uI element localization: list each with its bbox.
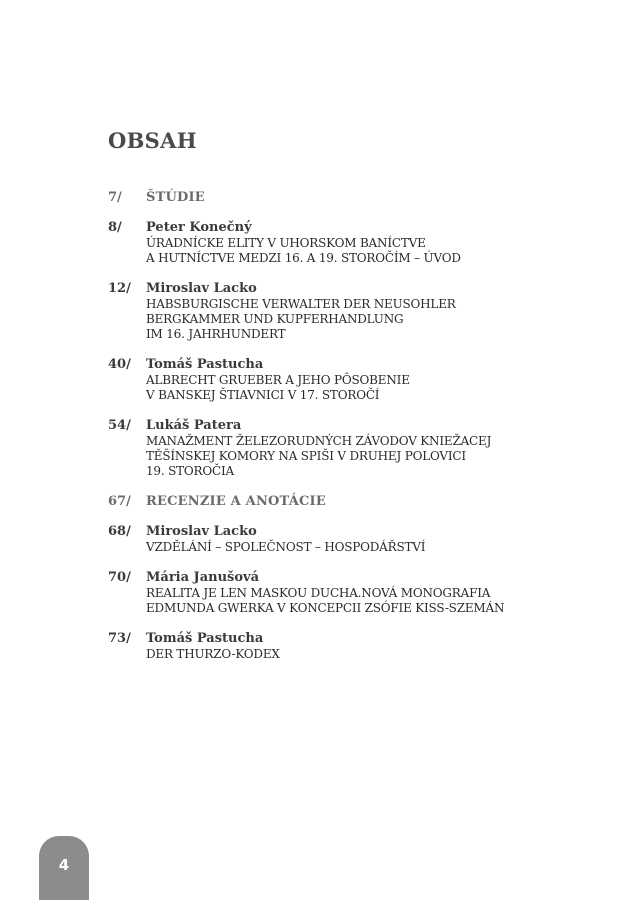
toc-section xyxy=(108,494,568,510)
toc-entry[interactable] xyxy=(108,418,568,479)
toc-entry[interactable] xyxy=(108,357,568,403)
toc-entry[interactable] xyxy=(108,570,568,616)
toc-page-number: 7/ xyxy=(108,190,122,205)
toc-page-number: 68/ xyxy=(108,524,131,539)
toc-title-line: 19. STOROČIA xyxy=(146,464,235,478)
toc-title-line: TĚŠÍNSKEJ KOMORY NA SPIŠI V DRUHEJ POLOVICI xyxy=(146,449,466,463)
toc-title-line: IM 16. JAHRHUNDERT xyxy=(146,327,286,341)
toc-author: Tomáš Pastucha xyxy=(146,357,264,372)
toc-page-number: 54/ xyxy=(108,418,131,433)
toc-page-number: 12/ xyxy=(108,281,131,296)
toc-title-line: MANAŽMENT ŽELEZORUDNÝCH ZÁVODOV KNIEŽACEJ xyxy=(146,434,492,448)
page-number: 4 xyxy=(58,856,70,874)
toc-title-line: EDMUNDA GWERKA V KONCEPCII ZSÓFIE KISS-SZEMÁN xyxy=(146,601,505,615)
toc-title-line: REALITA JE LEN MASKOU DUCHA.NOVÁ MONOGRAFIA xyxy=(146,586,491,600)
toc-author: Lukáš Patera xyxy=(146,418,242,433)
table-of-contents xyxy=(108,190,568,677)
toc-page-number: 73/ xyxy=(108,631,131,646)
toc-entry[interactable] xyxy=(108,281,568,342)
toc-title-line: DER THURZO-KODEX xyxy=(146,647,280,661)
toc-title-line: A HUTNÍCTVE MEDZI 16. A 19. STOROČÍM – ÚVOD xyxy=(146,251,461,265)
page-number-tab xyxy=(39,836,89,900)
toc-title-line: HABSBURGISCHE VERWALTER DER NEUSOHLER xyxy=(146,297,456,311)
toc-author: Tomáš Pastucha xyxy=(146,631,264,646)
toc-title-line: V BANSKEJ ŠTIAVNICI V 17. STOROČÍ xyxy=(146,388,380,402)
toc-entry[interactable] xyxy=(108,524,568,555)
toc-author: Peter Konečný xyxy=(146,220,252,235)
toc-author: Miroslav Lacko xyxy=(146,281,257,296)
toc-title-line: ÚRADNÍCKE ELITY V UHORSKOM BANÍCTVE xyxy=(146,236,426,250)
toc-page-number: 8/ xyxy=(108,220,122,235)
toc-section-title: ŠTÚDIE xyxy=(146,190,205,205)
page-title: OBSAH xyxy=(108,128,197,153)
toc-author: Miroslav Lacko xyxy=(146,524,257,539)
toc-title-line: ALBRECHT GRUEBER A JEHO PÔSOBENIE xyxy=(146,373,410,387)
toc-title-line: VZDĚLÁNÍ – SPOLEČNOST – HOSPODÁŘSTVÍ xyxy=(146,540,426,554)
toc-section xyxy=(108,190,568,206)
toc-author: Mária Janušová xyxy=(146,570,259,585)
toc-entry[interactable] xyxy=(108,220,568,266)
toc-section-title: RECENZIE A ANOTÁCIE xyxy=(146,494,326,509)
toc-page-number: 70/ xyxy=(108,570,131,585)
toc-title-line: BERGKAMMER UND KUPFERHANDLUNG xyxy=(146,312,404,326)
toc-page-number: 67/ xyxy=(108,494,131,509)
toc-entry[interactable] xyxy=(108,631,568,662)
toc-page-number: 40/ xyxy=(108,357,131,372)
